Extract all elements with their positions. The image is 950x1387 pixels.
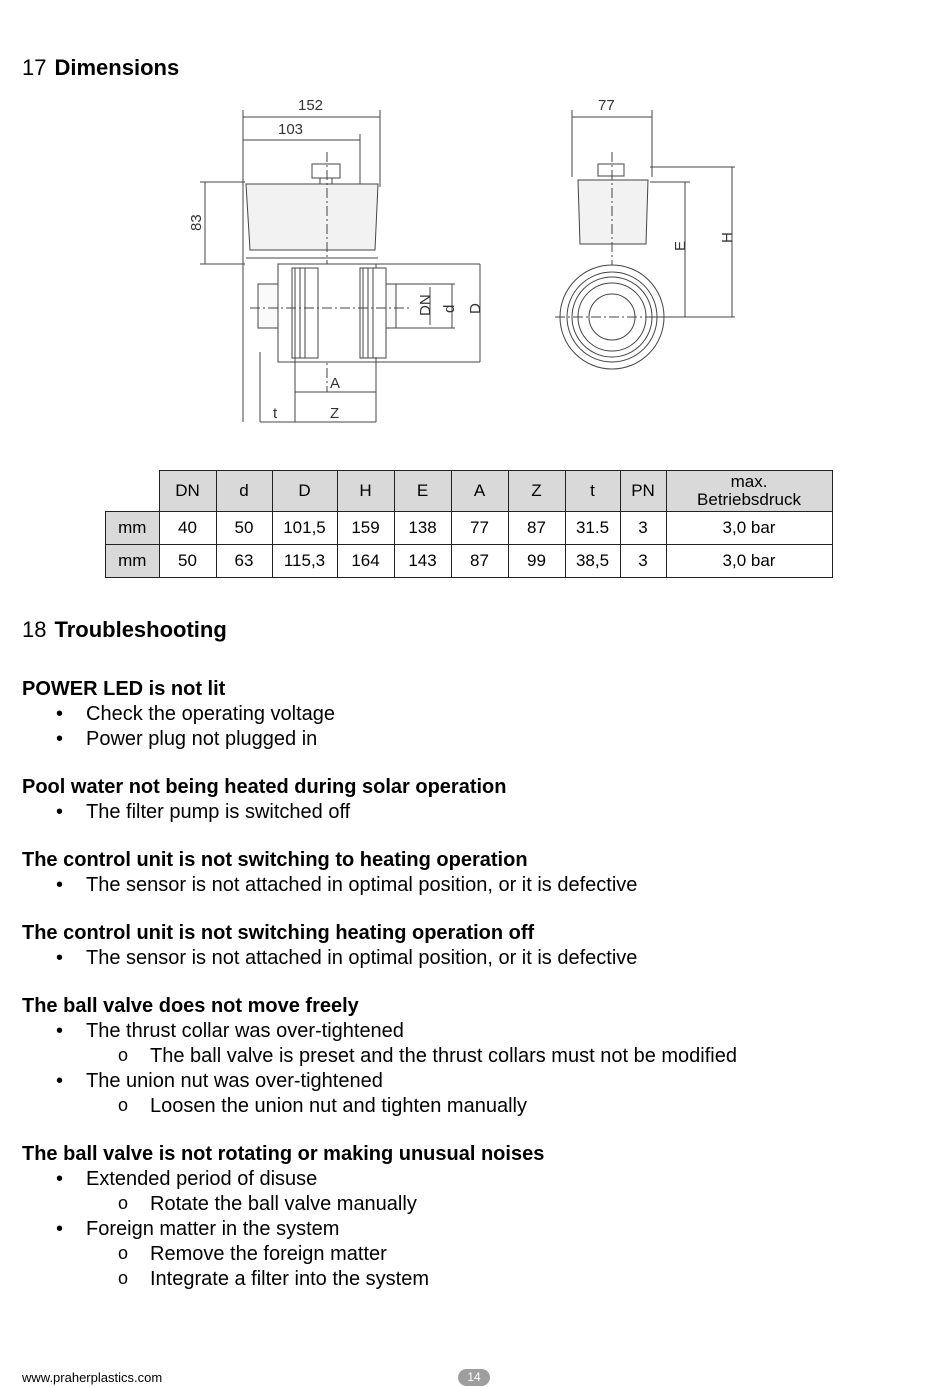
- footer-url[interactable]: www.praherplastics.com: [22, 1370, 163, 1385]
- table-header-cell: Z: [508, 471, 565, 512]
- trouble-sub-bullet: o Loosen the union nut and tighten manually: [22, 1094, 922, 1119]
- table-cell: 38,5: [565, 545, 620, 578]
- dim-label-d: d: [441, 304, 458, 313]
- trouble-bullet: • The thrust collar was over-tightened: [22, 1019, 922, 1044]
- dim-label-H: H: [719, 232, 736, 243]
- dim-label-A: A: [330, 375, 341, 392]
- dim-label-Z: Z: [330, 405, 340, 422]
- dim-label-83: 83: [188, 214, 205, 231]
- table-header-cell: DN: [159, 471, 216, 512]
- trouble-title: The ball valve does not move freely: [22, 995, 359, 1017]
- section-number: 18: [22, 617, 47, 642]
- table-cell: 164: [337, 545, 394, 578]
- dim-label-77: 77: [598, 97, 615, 114]
- table-unit-cell: mm: [106, 512, 160, 545]
- table-cell: 87: [451, 545, 508, 578]
- trouble-bullet: • The union nut was over-tightened: [22, 1069, 922, 1094]
- table-row: [106, 512, 833, 545]
- trouble-sub-bullet: o The ball valve is preset and the thrust collars must not be modified: [22, 1044, 922, 1069]
- trouble-title: The ball valve is not rotating or making unusual noises: [22, 1143, 545, 1165]
- table-header-cell-pressure: [666, 471, 832, 512]
- trouble-title: The control unit is not switching heating operation off: [22, 922, 535, 944]
- table-cell: 31.5: [565, 512, 620, 545]
- trouble-sub-bullet: o Integrate a filter into the system: [22, 1267, 922, 1292]
- table-cell: 115,3: [272, 545, 337, 578]
- table-header-cell: d: [216, 471, 272, 512]
- table-cell: 40: [159, 512, 216, 545]
- troubleshooting-list: [22, 676, 922, 1314]
- table-corner: [106, 471, 160, 512]
- table-cell: 3,0 bar: [666, 545, 832, 578]
- table-cell: 87: [508, 512, 565, 545]
- table-header-line: max.: [730, 472, 768, 491]
- section-title-dimensions: [22, 55, 179, 81]
- table-cell: 3: [620, 512, 666, 545]
- section-heading: Troubleshooting: [54, 617, 227, 642]
- trouble-bullet: • The filter pump is switched off: [22, 800, 922, 825]
- trouble-item: [22, 993, 922, 1119]
- table-row: [106, 545, 833, 578]
- dim-label-DN: DN: [417, 294, 434, 316]
- trouble-item: [22, 920, 922, 971]
- trouble-item: [22, 847, 922, 898]
- trouble-item: [22, 774, 922, 825]
- trouble-bullet: • Extended period of disuse: [22, 1167, 922, 1192]
- table-cell: 50: [216, 512, 272, 545]
- table-cell: 77: [451, 512, 508, 545]
- table-cell: 159: [337, 512, 394, 545]
- section-title-troubleshooting: [22, 617, 227, 643]
- table-cell: 63: [216, 545, 272, 578]
- trouble-title: POWER LED is not lit: [22, 678, 226, 700]
- trouble-bullet: • Check the operating voltage: [22, 702, 922, 727]
- trouble-sub-bullet: o Remove the foreign matter: [22, 1242, 922, 1267]
- trouble-bullet: • The sensor is not attached in optimal position, or it is defective: [22, 873, 922, 898]
- valve-dimension-drawing: [180, 92, 760, 432]
- dimensions-table: [105, 470, 833, 578]
- dim-label-t: t: [273, 405, 278, 422]
- dim-label-D: D: [467, 303, 484, 314]
- table-cell: 138: [394, 512, 451, 545]
- table-cell: 101,5: [272, 512, 337, 545]
- table-header-cell: t: [565, 471, 620, 512]
- table-cell: 143: [394, 545, 451, 578]
- page-number-badge: 14: [458, 1369, 490, 1386]
- table-header-cell: E: [394, 471, 451, 512]
- table-cell: 99: [508, 545, 565, 578]
- table-header-cell: D: [272, 471, 337, 512]
- table-cell: 50: [159, 545, 216, 578]
- table-header-cell: H: [337, 471, 394, 512]
- dim-label-E: E: [672, 240, 689, 251]
- table-unit-cell: mm: [106, 545, 160, 578]
- table-header-line: Betriebsdruck: [697, 490, 801, 509]
- section-heading: Dimensions: [54, 55, 180, 80]
- trouble-item: [22, 1141, 922, 1292]
- table-header-cell: PN: [620, 471, 666, 512]
- table-header-cell: A: [451, 471, 508, 512]
- table-cell: 3,0 bar: [666, 512, 832, 545]
- trouble-bullet: • Foreign matter in the system: [22, 1217, 922, 1242]
- trouble-bullet: • Power plug not plugged in: [22, 727, 922, 752]
- trouble-bullet: • The sensor is not attached in optimal position, or it is defective: [22, 946, 922, 971]
- trouble-item: [22, 676, 922, 752]
- trouble-sub-bullet: o Rotate the ball valve manually: [22, 1192, 922, 1217]
- table-cell: 3: [620, 545, 666, 578]
- trouble-title: The control unit is not switching to heating operation: [22, 849, 528, 871]
- table-header-row: [106, 471, 833, 512]
- trouble-title: Pool water not being heated during solar operation: [22, 776, 507, 798]
- section-number: 17: [22, 55, 47, 80]
- dim-label-152: 152: [298, 97, 324, 114]
- dim-label-103: 103: [278, 121, 304, 138]
